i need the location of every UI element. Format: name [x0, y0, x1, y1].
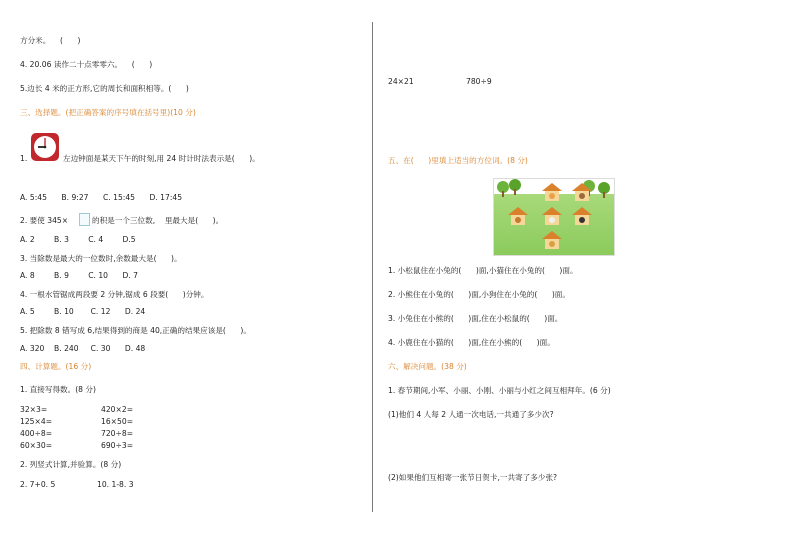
position-question-2: 2. 小熊住在小兔的( )面,小狗住在小兔的( )面。 — [388, 290, 570, 299]
calc-cell: 60×30= — [20, 441, 53, 450]
choice-4: 4. 一根水管锯成两段要 2 分钟,锯成 6 段要( )分钟。 — [20, 290, 209, 299]
solve-question-1a: (1)他们 4 人每 2 人通一次电话,一共通了多少次? — [388, 410, 554, 419]
animal-house-icon — [572, 183, 592, 201]
choice-2-text-b: 的积是一个三位数, 里最大是( )。 — [92, 216, 224, 225]
clock-face-icon — [30, 132, 60, 162]
calc-cell: 16×50= — [101, 417, 134, 426]
position-question-3: 3. 小兔住在小熊的( )面,住在小松鼠的( )面。 — [388, 314, 563, 323]
calc-cell: 125×4= — [20, 417, 53, 426]
choice-1-text: 左边钟面是某天下午的时刻,用 24 时计时法表示是( )。 — [63, 154, 260, 163]
animal-house-icon — [542, 231, 562, 249]
calc-cell: 400÷8= — [20, 429, 53, 438]
animal-houses-illustration — [493, 178, 615, 256]
position-question-1: 1. 小松鼠住在小兔的( )面,小猫住在小兔的( )面。 — [388, 266, 578, 275]
choice-3-options: A. 8 B. 9 C. 10 D. 7 — [20, 271, 138, 280]
calc-cell: 32×3= — [20, 405, 48, 414]
animal-house-icon — [572, 207, 592, 225]
calc-cell: 720÷8= — [101, 429, 134, 438]
calc-cell: 420×2= — [101, 405, 134, 414]
choice-3: 3. 当除数是最大的一位数时,余数最大是( )。 — [20, 254, 182, 263]
section-4-title: 四、计算题。(16 分) — [20, 362, 92, 371]
calc-2-a: 2. 7+0. 5 — [20, 480, 56, 489]
blank-box — [79, 213, 90, 226]
section-3-title: 三、选择题。(把正确答案的序号填在括号里)(10 分) — [20, 108, 196, 117]
animal-house-icon — [542, 207, 562, 225]
choice-5-options: A. 320 B. 240 C. 30 D. 48 — [20, 344, 146, 353]
calc-2-title: 2. 列竖式计算,并验算。(8 分) — [20, 460, 122, 469]
choice-1-options: A. 5:45 B. 9:27 C. 15:45 D. 17:45 — [20, 193, 183, 202]
solve-question-1b: (2)如果他们互相寄一张节日贺卡,一共寄了多少张? — [388, 473, 558, 482]
section-6-title: 六、解决问题。(38 分) — [388, 362, 467, 371]
question-3-continuation: 方分米。 ( ) — [20, 36, 81, 45]
animal-house-icon — [508, 207, 528, 225]
tree-icon — [508, 179, 522, 195]
calc-2-b: 10. 1-8. 3 — [97, 480, 134, 489]
calc-1-title: 1. 直接写得数。(8 分) — [20, 385, 96, 394]
choice-5: 5. 把除数 8 错写成 6,结果得到的商是 40,正确的结果应该是( )。 — [20, 326, 251, 335]
calc-top-a: 24×21 — [388, 77, 414, 86]
section-5-title: 五、在( )里填上适当的方位词。(8 分) — [388, 156, 528, 165]
column-divider — [372, 22, 373, 512]
choice-2-text-a: 2. 要使 345× — [20, 216, 69, 225]
choice-1-number: 1. — [20, 154, 28, 163]
tree-icon — [597, 182, 611, 198]
calc-top-b: 780÷9 — [466, 77, 492, 86]
question-4: 4. 20.06 读作二十点零零六。 ( ) — [20, 60, 153, 69]
position-question-4: 4. 小鹿住在小猫的( )面,住在小熊的( )面。 — [388, 338, 555, 347]
question-5: 5.边长 4 米的正方形,它的周长和面积相等。( ) — [20, 84, 189, 93]
choice-4-options: A. 5 B. 10 C. 12 D. 24 — [20, 307, 146, 316]
animal-house-icon — [542, 183, 562, 201]
choice-2-options: A. 2 B. 3 C. 4 D.5 — [20, 235, 136, 244]
calc-cell: 690÷3= — [101, 441, 134, 450]
solve-question-1: 1. 春节期间,小军、小丽、小刚、小丽与小红之间互相拜年。(6 分) — [388, 386, 611, 395]
